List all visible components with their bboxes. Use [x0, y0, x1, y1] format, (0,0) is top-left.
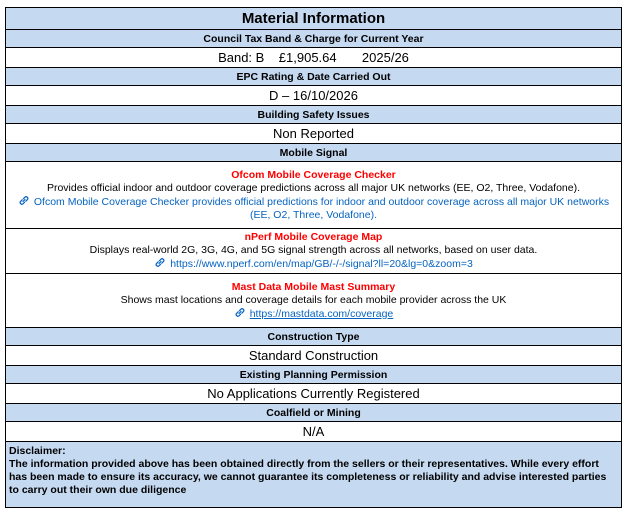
coalfield-heading-row	[6, 404, 622, 422]
mastdata-description: Shows mast locations and coverage details for each mobile provider across the UK	[120, 293, 507, 306]
mobile-signal-heading-row	[6, 144, 622, 162]
link-icon	[154, 257, 166, 268]
page-title: Material Information	[6, 8, 622, 30]
material-information-table	[5, 7, 622, 508]
construction-value: Standard Construction	[6, 346, 622, 366]
ofcom-cell	[6, 162, 622, 229]
ofcom-link[interactable]	[10, 195, 617, 222]
mastdata-row	[6, 274, 622, 328]
planning-heading-row	[6, 366, 622, 384]
link-icon	[18, 195, 30, 206]
disclaimer-row	[6, 442, 622, 508]
link-icon	[234, 307, 246, 318]
disclaimer-label: Disclaimer:	[9, 445, 66, 457]
building-safety-heading-row	[6, 106, 622, 124]
coalfield-value: N/A	[6, 422, 622, 442]
council-tax-heading-row	[6, 30, 622, 48]
title-row	[6, 8, 622, 30]
mastdata-cell	[6, 274, 622, 328]
ofcom-title: Ofcom Mobile Coverage Checker	[231, 168, 396, 181]
council-tax-value-row	[6, 48, 622, 68]
construction-heading-row	[6, 328, 622, 346]
mastdata-link[interactable]	[10, 307, 617, 321]
nperf-title: nPerf Mobile Coverage Map	[244, 231, 383, 243]
epc-value-row	[6, 86, 622, 106]
council-tax-heading: Council Tax Band & Charge for Current Year	[6, 30, 622, 48]
council-tax-band: Band: B	[218, 50, 265, 65]
nperf-link-text[interactable]: https://www.nperf.com/en/map/GB/-/-/signal?ll=20&lg=0&zoom=3	[170, 258, 473, 270]
nperf-cell	[6, 229, 622, 274]
ofcom-description: Provides official indoor and outdoor coverage predictions across all major UK networks (EE, O2, Three, Vodafone).	[46, 181, 581, 194]
disclaimer-text: The information provided above has been obtained directly from the sellers or their representatives. While every effort has been made to ensure its accuracy, we cannot guarantee its completeness or reliability and advise interested parties to carry out their own due diligence	[9, 458, 607, 496]
ofcom-link-text[interactable]: Ofcom Mobile Coverage Checker provides official predictions for indoor and outdoor coverage across all major UK networks (EE, O2, Three, Vodafone).	[33, 195, 610, 221]
planning-value-row	[6, 384, 622, 404]
construction-heading: Construction Type	[6, 328, 622, 346]
coalfield-heading: Coalfield or Mining	[6, 404, 622, 422]
nperf-row	[6, 229, 622, 274]
epc-heading: EPC Rating & Date Carried Out	[6, 68, 622, 86]
building-safety-heading: Building Safety Issues	[6, 106, 622, 124]
mobile-signal-heading: Mobile Signal	[6, 144, 622, 162]
building-safety-value-row	[6, 124, 622, 144]
building-safety-value: Non Reported	[6, 124, 622, 144]
nperf-description: Displays real-world 2G, 3G, 4G, and 5G signal strength across all networks, based on user data.	[89, 244, 538, 256]
epc-value: D – 16/10/2026	[6, 86, 622, 106]
ofcom-row	[6, 162, 622, 229]
council-tax-year: 2025/26	[361, 50, 409, 65]
disclaimer-cell	[6, 442, 622, 508]
council-tax-charge: £1,905.64	[278, 50, 337, 65]
mastdata-title: Mast Data Mobile Mast Summary	[231, 280, 396, 293]
construction-value-row	[6, 346, 622, 366]
coalfield-value-row	[6, 422, 622, 442]
council-tax-value	[6, 48, 622, 68]
planning-value: No Applications Currently Registered	[6, 384, 622, 404]
epc-heading-row	[6, 68, 622, 86]
material-information-panel	[5, 7, 622, 508]
mastdata-link-text[interactable]: https://mastdata.com/coverage	[249, 307, 394, 320]
nperf-link[interactable]	[10, 257, 617, 271]
planning-heading: Existing Planning Permission	[6, 366, 622, 384]
